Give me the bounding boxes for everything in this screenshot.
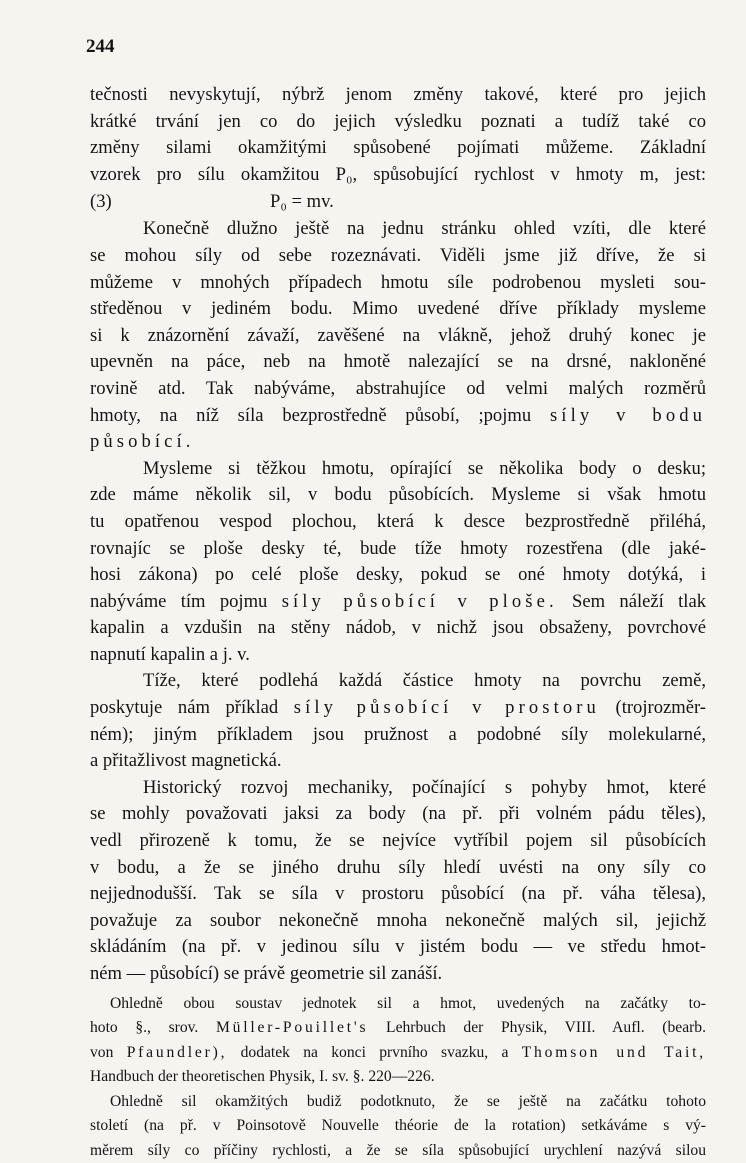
text-line: se mohou síly od sebe rozeznávati. Viděli jsme již dříve, že si bbox=[90, 244, 706, 266]
equation-number: (3) bbox=[90, 191, 112, 213]
text-line: krátké trvání jen co do jejich výsledku poznati a tudíž také co bbox=[90, 110, 706, 132]
footnote-line: Ohledně obou soustav jednotek sil a hmot, uvedených na začátky to- bbox=[110, 994, 706, 1012]
text-line: upevněn na páce, neb na hmotě nalezající se na drsné, nakloněné bbox=[90, 351, 706, 373]
text-line: se mohly považovati jaksi za body (na př. při volném pádu těles), bbox=[90, 803, 706, 825]
spaced-term: síly působící v prostoru bbox=[293, 697, 600, 719]
text-line bbox=[90, 589, 706, 616]
text-line: vedl přirozeně k tomu, že se nejvíce vytříbil pojem sil působících bbox=[90, 830, 706, 852]
page-number: 244 bbox=[86, 36, 115, 57]
text-line bbox=[90, 429, 706, 456]
text-segment: hmoty, na níž síla bezprostředně působí, ;pojmu bbox=[90, 404, 532, 426]
footnotes bbox=[90, 992, 706, 1163]
text-segment: Lehrbuch der Physik, VIII. Aufl. (bearb. bbox=[386, 1019, 707, 1037]
text-line: a přitažlivost magnetická. bbox=[90, 750, 282, 772]
text-line bbox=[90, 403, 706, 430]
text-line: rovině atd. Tak nabýváme, abstrahujíce od velmi malých rozměrů bbox=[90, 377, 706, 399]
text-segment: hoto §., srov. bbox=[90, 1019, 199, 1037]
text-segment: dodatek na konci prvního svazku, a bbox=[240, 1043, 509, 1061]
spaced-term: působící. bbox=[90, 431, 195, 453]
text-line: ném); jiným příkladem jsou pružnost a podobné síly molekularné, bbox=[90, 723, 706, 745]
spaced-term: síly působící v ploše. bbox=[281, 590, 558, 612]
footnote-line: století (na př. v Poinsotově Nouvelle théorie de la rotation) setkáváme s vý- bbox=[90, 1117, 706, 1135]
text-line: si k znázornění závaží, zavěšené na vlákně, jehož druhý konec je bbox=[90, 324, 706, 346]
equation-expression: P₀ = mv. bbox=[270, 191, 334, 213]
text-line: zde máme několik sil, v bodu působících. Mysleme si však hmotu bbox=[90, 484, 706, 506]
text-line: rovnajíc se ploše desky té, bude tíže hmoty rozestřena (dle jaké- bbox=[90, 537, 706, 559]
equation-3 bbox=[90, 188, 706, 216]
text-line: změny silami okamžitými spůsobené pojímati můžeme. Základní bbox=[90, 137, 706, 159]
spaced-term: Müller-Pouillet's bbox=[215, 1019, 369, 1037]
text-line: skládáním (na př. v jedinou sílu v jistém bodu — ve středu hmot- bbox=[90, 936, 706, 958]
spaced-term: Thomson und Tait, bbox=[521, 1043, 706, 1061]
text-line: Historický rozvoj mechaniky, počínající s pohyby hmot, které bbox=[143, 776, 706, 798]
spaced-term: síly v bodu bbox=[549, 404, 706, 426]
text-segment: Sem náleží tlak bbox=[572, 590, 706, 612]
text-line: vzorek pro sílu okamžitou P₀, spůsobující rychlost v hmoty m, jest: bbox=[90, 163, 706, 185]
text-line: napnutí kapalin a j. v. bbox=[90, 643, 250, 665]
text-line: Tíže, které podlehá každá částice hmoty na povrchu země, bbox=[143, 670, 706, 692]
text-line: Konečně dlužno ještě na jednu stránku ohled vzíti, dle které bbox=[143, 218, 706, 240]
text-line: v bodu, a že se jiného druhu síly hledí uvésti na ony síly co bbox=[90, 856, 706, 878]
text-segment: von bbox=[90, 1043, 114, 1061]
footnote-line bbox=[90, 1041, 706, 1066]
text-line: nejjednodušší. Tak se síla v prostoru působící (na př. váha tělesa), bbox=[90, 883, 706, 905]
main-text bbox=[90, 82, 706, 988]
text-line: ném — působící) se právě geometrie sil zanáší. bbox=[90, 963, 443, 984]
footnote-line bbox=[90, 1016, 706, 1041]
footnote-line: Handbuch der theoretischen Physik, I. sv. §. 220—226. bbox=[90, 1068, 435, 1086]
text-segment: (trojrozměr- bbox=[615, 697, 706, 719]
text-line: Mysleme si těžkou hmotu, opírající se několika body o desku; bbox=[143, 457, 706, 479]
text-line: můžeme v mnohých případech hmotu síle podrobenou mysleti sou- bbox=[90, 271, 706, 293]
footnote-line: měrem síly co příčiny rychlosti, a že se síla spůsobující urychlení nazývá silou bbox=[90, 1141, 706, 1159]
text-line: tečnosti nevyskytují, nýbrž jenom změny takové, které pro jejich bbox=[90, 84, 706, 105]
text-line: tu opatřenou vespod plochou, která k desce bezprostředně přiléhá, bbox=[90, 510, 706, 532]
text-segment: poskytuje nám příklad bbox=[90, 697, 279, 719]
text-line: hosi zákona) po celé ploše desky, pokud se oné hmoty dotýká, i bbox=[90, 564, 706, 586]
footnote-line: Ohledně sil okamžitých budiž podotknuto, že se ještě na začátku tohoto bbox=[110, 1092, 706, 1110]
text-line: kapalin a vzdušin na stěny nádob, v nichž jsou obsaženy, povrchové bbox=[90, 617, 706, 639]
text-line: středěnou v jediném bodu. Mimo uvedené dříve příklady mysleme bbox=[90, 298, 706, 320]
text-line: považuje za soubor nekonečně mnoha nekonečně malých sil, jejichž bbox=[90, 909, 706, 931]
text-line bbox=[90, 695, 706, 722]
text-segment: nabýváme tím pojmu bbox=[90, 590, 268, 612]
spaced-term: Pfaundler), bbox=[126, 1043, 228, 1061]
